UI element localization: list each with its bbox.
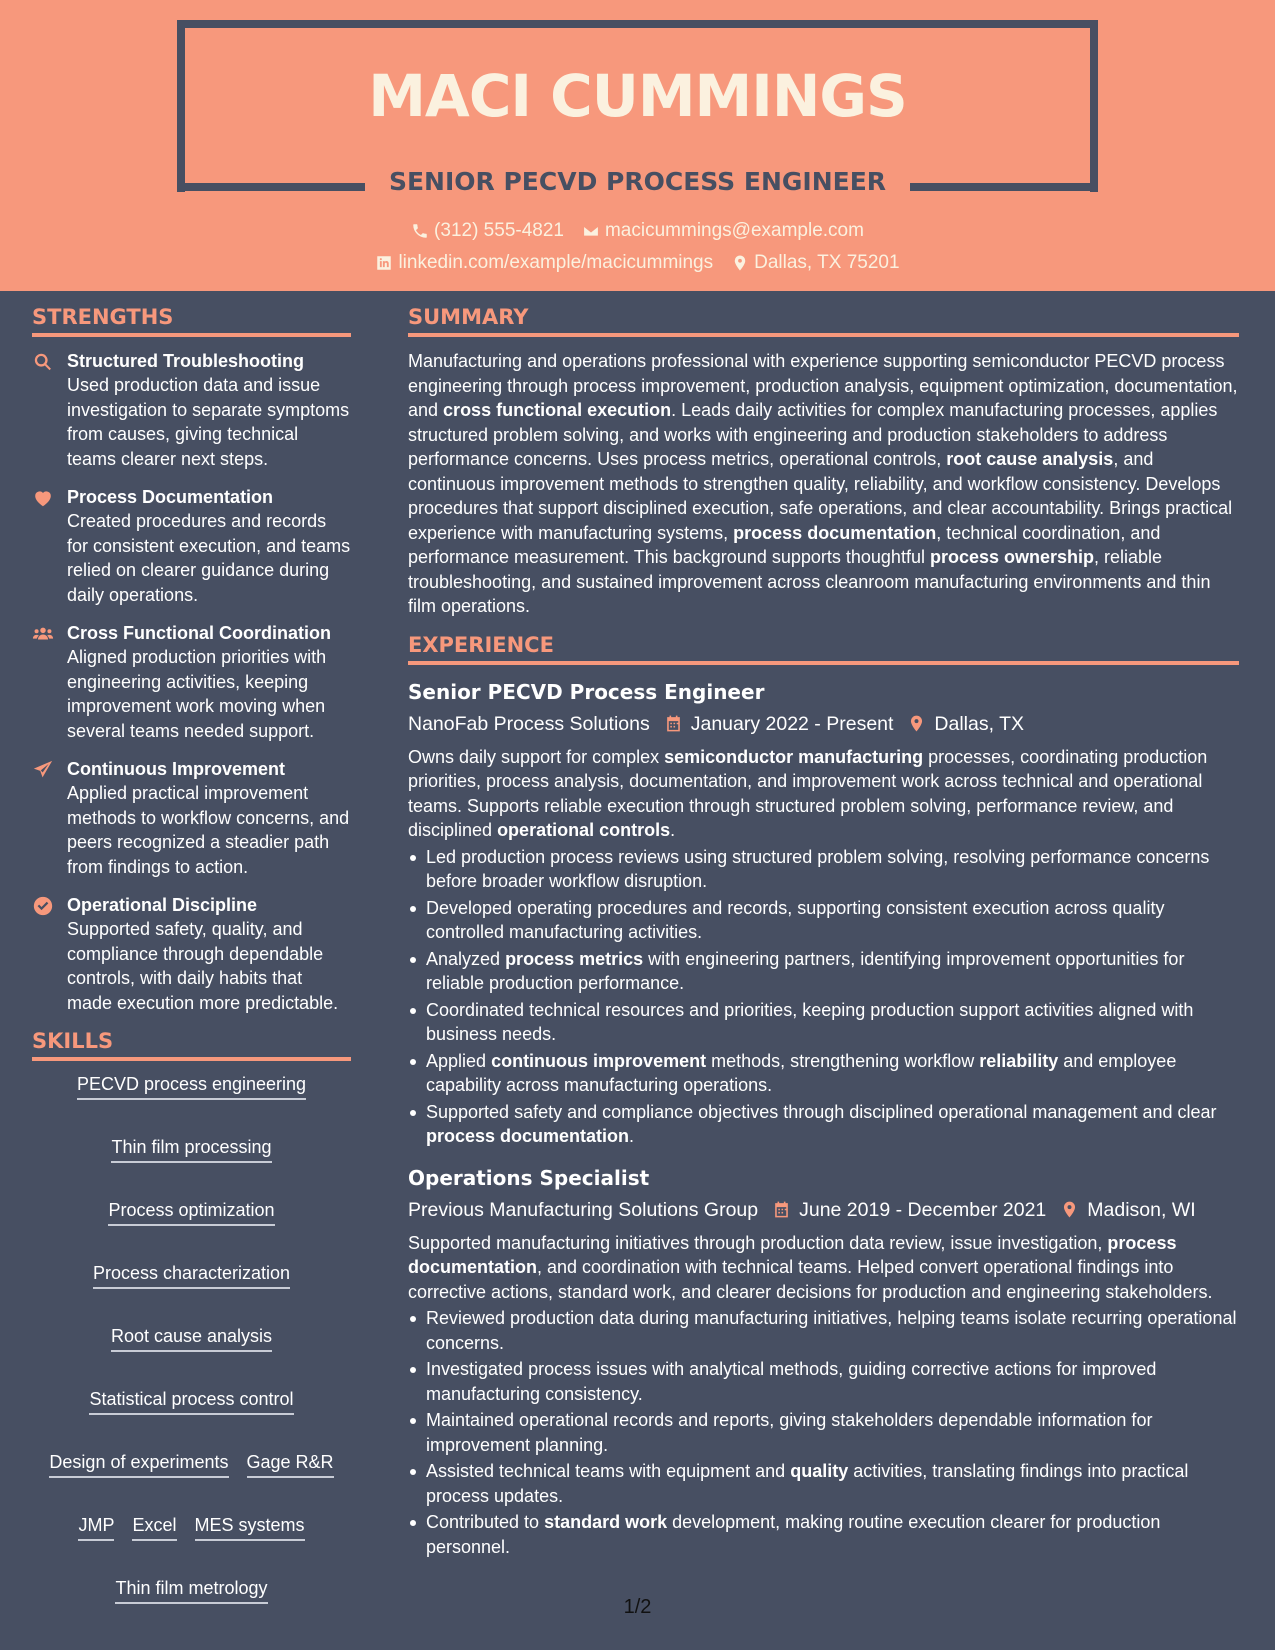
summary-heading: SUMMARY — [408, 305, 1239, 337]
candidate-title: SENIOR PECVD PROCESS ENGINEER — [388, 167, 887, 196]
strength-title: Structured Troubleshooting — [67, 351, 304, 371]
strength-item — [32, 485, 351, 607]
left-column — [32, 305, 351, 1604]
strength-desc: Applied practical improvement methods to workflow concerns, and peers recognized a steadier path from findings to action. — [67, 783, 350, 877]
job-title: Operations Specialist — [408, 1165, 650, 1190]
right-column — [408, 305, 1239, 1567]
experience-heading: EXPERIENCE — [408, 633, 1239, 665]
job-bullet: Developed operating procedures and records, supporting consistent execution across quality controlled manufacturing activities. — [408, 896, 1239, 945]
skills-heading: SKILLS — [32, 1029, 351, 1061]
linkedin-icon — [375, 254, 393, 272]
calendar-icon — [772, 1200, 791, 1219]
summary-text: Manufacturing and operations professional with experience supporting semiconductor PECVD process engineering through process improvement, production analysis, equipment optimization, documentation, and cross functional execution. Leads daily activities for complex manufacturing processes, applies structured problem solving, and works with engineering and production stakeholders to address performance concerns. Uses process metrics, operational controls, root cause analysis, and continuous improvement methods to strengthen quality, reliability, and workflow consistency. Develops procedures that support disciplined execution, safe operations, and clear accountability. Brings practical experience with manufacturing systems, process documentation, technical coordination, and performance measurement. This background supports thoughtful process ownership, reliable troubleshooting, and sustained improvement across cleanroom manufacturing environments and thin film operations. — [408, 351, 1238, 616]
resume-header — [0, 0, 1275, 291]
linkedin-text: linkedin.com/example/macicummings — [398, 252, 714, 273]
skill-item: Thin film metrology — [115, 1577, 267, 1604]
strength-body — [67, 621, 351, 743]
phone-text: (312) 555-4821 — [434, 220, 564, 241]
job-entry — [408, 677, 1239, 1149]
job-meta — [408, 707, 1239, 741]
job-bullet: Applied continuous improvement methods, strengthening workflow reliability and employee capability across manufacturing operations. — [408, 1049, 1239, 1098]
strength-icon-wrap — [32, 485, 67, 607]
job-bullet: Analyzed process metrics with engineering partners, identifying improvement opportunities for reliable production performance. — [408, 947, 1239, 996]
calendar-icon — [664, 714, 683, 733]
candidate-name: MACI CUMMINGS — [368, 62, 907, 130]
strength-desc: Supported safety, quality, and compliance through dependable controls, with daily habits that made execution more predictable. — [67, 919, 339, 1013]
skills-list — [32, 1073, 351, 1604]
map-pin-icon — [731, 254, 749, 272]
strength-item — [32, 893, 351, 1015]
experience-list — [408, 677, 1239, 1560]
strength-icon-wrap — [32, 757, 67, 879]
strength-title: Operational Discipline — [67, 895, 258, 915]
job-bullet: Maintained operational records and reports, giving stakeholders dependable information for improvement planning. — [408, 1408, 1239, 1457]
contact-row-1 — [0, 220, 1275, 242]
header-frame-top — [177, 20, 1098, 28]
strength-desc: Created procedures and records for consistent execution, and teams relied on clearer guidance during daily operations. — [67, 511, 351, 605]
skill-item: Thin film processing — [111, 1136, 271, 1163]
contact-email[interactable] — [582, 220, 864, 242]
users-icon — [32, 623, 54, 645]
paper-plane-icon — [32, 759, 54, 781]
strength-item — [32, 621, 351, 743]
page-number: 1/2 — [623, 1596, 652, 1618]
job-location: Dallas, TX — [934, 712, 1025, 735]
strength-title: Process Documentation — [67, 487, 274, 507]
strength-item — [32, 757, 351, 879]
job-description: Supported manufacturing initiatives through production data review, issue investigation, process documentation, and coordination with technical teams. Helped convert operational findings into corrective actions, standard work, and clearer decisions for production and engineering stakeholders. — [408, 1232, 1213, 1302]
contact-location — [731, 252, 899, 274]
skill-item: Process optimization — [108, 1199, 274, 1226]
job-bullet: Contributed to standard work development, making routine execution clearer for production personnel. — [408, 1510, 1239, 1559]
contact-linkedin[interactable] — [375, 252, 713, 274]
strength-desc: Used production data and issue investigation to separate symptoms from causes, giving technical teams clearer next steps. — [67, 375, 350, 469]
strength-icon-wrap — [32, 349, 67, 471]
job-dates: January 2022 - Present — [690, 712, 894, 735]
strengths-heading: STRENGTHS — [32, 305, 351, 337]
location-text: Dallas, TX 75201 — [754, 252, 900, 273]
skill-item: Gage R&R — [247, 1451, 334, 1478]
strengths-list — [32, 349, 351, 1015]
job-description: Owns daily support for complex semiconductor manufacturing processes, coordinating production priorities, process analysis, documentation, and improvement work across technical and operational teams. Supports reliable execution through structured problem solving, performance review, and disciplined operational controls. — [408, 746, 1208, 840]
heart-icon — [32, 487, 54, 509]
skill-item: Statistical process control — [89, 1388, 293, 1415]
skill-item: Root cause analysis — [111, 1325, 272, 1352]
strength-icon-wrap — [32, 621, 67, 743]
strength-desc: Aligned production priorities with engineering activities, keeping improvement work moving when several teams needed support. — [67, 647, 327, 741]
map-pin-icon — [1060, 1200, 1079, 1219]
map-pin-icon — [907, 714, 926, 733]
skill-item: MES systems — [195, 1514, 305, 1541]
search-icon — [32, 351, 54, 373]
job-bullet: Reviewed production data during manufacturing initiatives, helping teams isolate recurring operational concerns. — [408, 1306, 1239, 1355]
strength-item — [32, 349, 351, 471]
skill-item: Process characterization — [93, 1262, 290, 1289]
job-company: NanoFab Process Solutions — [408, 712, 650, 735]
contact-phone[interactable] — [411, 220, 564, 242]
skill-item: JMP — [78, 1514, 114, 1541]
check-circle-icon — [32, 895, 54, 917]
job-bullets — [408, 845, 1239, 1149]
phone-icon — [411, 222, 429, 240]
job-bullet: Coordinated technical resources and priorities, keeping production support activities aligned with business needs. — [408, 998, 1239, 1047]
job-bullet: Investigated process issues with analytical methods, guiding corrective actions for improved manufacturing consistency. — [408, 1357, 1239, 1406]
strength-title: Cross Functional Coordination — [67, 623, 331, 643]
strength-body — [67, 485, 351, 607]
skill-item: PECVD process engineering — [77, 1073, 306, 1100]
job-bullets — [408, 1306, 1239, 1559]
job-entry — [408, 1163, 1239, 1560]
email-text: macicummings@example.com — [604, 220, 864, 241]
strength-body — [67, 757, 351, 879]
job-location: Madison, WI — [1087, 1198, 1196, 1221]
strength-title: Continuous Improvement — [67, 759, 286, 779]
envelope-icon — [582, 222, 600, 240]
job-title: Senior PECVD Process Engineer — [408, 679, 765, 704]
job-bullet: Assisted technical teams with equipment and quality activities, translating findings into practical process updates. — [408, 1459, 1239, 1508]
job-meta — [408, 1193, 1239, 1227]
job-bullet: Supported safety and compliance objectives through disciplined operational management and clear process documentation. — [408, 1100, 1239, 1149]
contact-row-2 — [0, 252, 1275, 274]
job-bullet: Led production process reviews using structured problem solving, resolving performance concerns before broader workflow disruption. — [408, 845, 1239, 894]
skill-item: Design of experiments — [49, 1451, 228, 1478]
strength-body — [67, 893, 351, 1015]
job-dates: June 2019 - December 2021 — [799, 1198, 1047, 1221]
strength-icon-wrap — [32, 893, 67, 1015]
skill-item: Excel — [132, 1514, 176, 1541]
job-company: Previous Manufacturing Solutions Group — [408, 1198, 759, 1221]
strength-body — [67, 349, 351, 471]
